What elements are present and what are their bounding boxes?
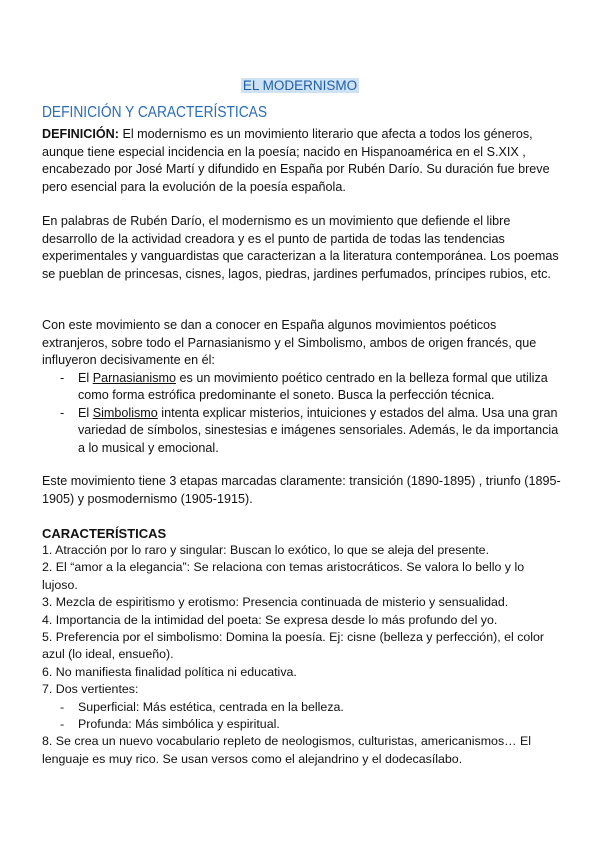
definition-text: El modernismo es un movimiento literario que afecta a todos los géneros, aunque tiene especial incidencia en la poesía; nacido en Hispanoamérica en el S.XIX , encabezado por José Martí y difundido en España por Rubén Darío. Su duración fue breve pero esencial para la evolución de la poesía española. [42,127,550,194]
title-text: EL MODERNISMO [242,78,358,93]
movement-name: Parnasianismo [92,370,177,385]
paragraph-stages [42,473,562,508]
list-item: 4. Importancia de la intimidad del poeta: Se expresa desde lo más profundo del yo. [42,612,498,627]
definition-label: DEFINICIÓN: [42,127,119,141]
paragraph-movements [42,317,562,457]
characteristics-list [42,542,562,768]
paragraph-movements-text: Con este movimiento se dan a conocer en España algunos movimientos poéticos extranjeros, sobre todo el Parnasianismo y el Simbolismo, ambos de origen francés, que influyeron decisivamente en él: [42,318,537,367]
list-item: 7. Dos vertientes: [42,682,139,697]
characteristics-heading: CARACTERÍSTICAS [42,526,167,541]
list-item: 1. Atracción por lo raro y singular: Buscan lo exótico, lo que se aleja del presente. [42,543,490,557]
vertiente-item: - Superficial: Más estética, centrada en la belleza. [42,699,562,716]
list-item: 6. No manifiesta finalidad política ni educativa. [42,664,297,679]
paragraph-dario [42,213,562,283]
section-heading: DEFINICIÓN Y CARACTERÍSTICAS [42,104,268,121]
list-item: 3. Mezcla de espiritismo y erotismo: Presencia continuada de misterio y sensualidad. [42,595,509,610]
list-item: 5. Preferencia por el simbolismo: Domina la poesía. Ej: cisne (belleza y perfección), el color azul (lo ideal, ensueño). [42,630,545,662]
definition-paragraph [42,126,562,196]
list-item: 8. Se crea un nuevo vocabulario repleto de neologismos, culturistas, americanismos… El lenguaje es muy rico. Se usan versos como el alejandrino y el dodecasílabo. [42,734,531,766]
vertientes-list [42,699,562,734]
document-title [0,77,600,95]
movement-item: - El Simbolismo intenta explicar misterios, intuiciones y estados del alma. Usa una gran variedad de símbolos, sinestesias e imágenes sensoriales. Además, le da importancia a lo musical y emocional. [42,405,562,458]
movements-list [42,370,562,458]
paragraph-dario-text: En palabras de Rubén Darío, el modernismo es un movimiento que defiende el libre desarrollo de la actividad creadora y es el punto de partida de todas las tendencias experimentales y vanguardistas que caracterizan a la literatura contemporánea. Los poemas se pueblan de princesas, cisnes, lagos, piedras, jardines perfumados, príncipes rubios, etc. [42,214,559,281]
vertiente-item: - Profunda: Más simbólica y espiritual. [42,716,562,733]
list-item: 2. El “amor a la elegancia”: Se relaciona con temas aristocráticos. Se valora lo bello y lo lujoso. [42,560,525,592]
paragraph-stages-text: Este movimiento tiene 3 etapas marcadas claramente: transición (1890-1895) , triunfo (1895-1905) y posmodernismo (1905-1915). [42,474,561,506]
movement-item: - El Parnasianismo es un movimiento poético centrado en la belleza formal que utiliza como forma estrófica predominante el soneto. Busca la perfección técnica. [42,370,562,405]
movement-name: Simbolismo [92,405,158,420]
